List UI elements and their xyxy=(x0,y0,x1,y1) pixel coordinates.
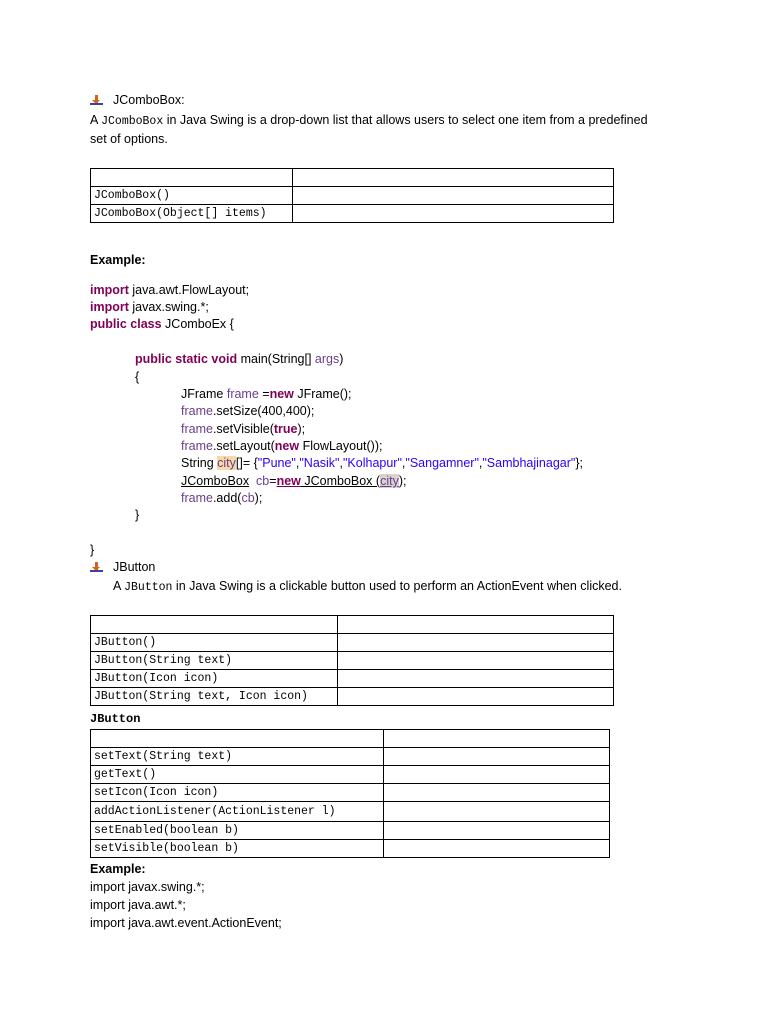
jcombobox-heading xyxy=(90,93,185,107)
table-cell xyxy=(384,822,610,840)
code-line xyxy=(90,316,234,334)
code-variable: cb xyxy=(241,491,255,505)
code-variable: cb xyxy=(256,474,270,488)
table-row xyxy=(91,187,614,205)
code-variable: frame xyxy=(181,439,213,453)
table-cell xyxy=(338,670,614,688)
code-variable-highlight: city xyxy=(217,456,236,470)
code-string: "Pune" xyxy=(257,456,296,470)
intro-text: A xyxy=(90,113,102,127)
code-line xyxy=(181,421,305,439)
code-text: ); xyxy=(254,491,263,505)
jcombobox-intro-line2: set of options. xyxy=(90,132,168,146)
table-row xyxy=(91,670,614,688)
intro-code: JComboBox xyxy=(101,115,164,128)
code-text: , xyxy=(478,456,483,470)
jcombobox-heading-text: JComboBox: xyxy=(113,93,185,107)
code-line: import java.awt.event.ActionEvent; xyxy=(90,916,282,930)
code-text: JComboBox xyxy=(181,474,250,488)
table-row xyxy=(91,169,614,187)
table-cell xyxy=(384,730,610,748)
example-label: Example: xyxy=(90,253,146,267)
example-label: Example: xyxy=(90,862,146,876)
code-text: .setSize(400,400); xyxy=(212,404,315,418)
table-cell xyxy=(384,840,610,858)
table-row xyxy=(91,688,614,706)
code-keyword: new xyxy=(274,439,300,453)
code-line: { xyxy=(135,370,140,384)
jbutton-intro xyxy=(113,579,622,594)
table-cell xyxy=(91,730,384,748)
code-text: String xyxy=(181,456,218,470)
code-text: = xyxy=(258,387,270,401)
bullet-arrow-icon xyxy=(90,561,103,574)
jcombobox-intro-line1 xyxy=(90,113,648,128)
code-text: JFrame xyxy=(181,387,227,401)
code-text: }; xyxy=(575,456,583,470)
table-row xyxy=(91,802,610,822)
jcombobox-constructors-table xyxy=(90,168,614,223)
code-text: javax.swing.*; xyxy=(128,300,209,314)
table-cell: JButton() xyxy=(91,634,338,652)
code-text: ); xyxy=(297,422,306,436)
table-cell xyxy=(384,766,610,784)
code-variable-highlight: city xyxy=(380,474,399,488)
code-text: .setLayout( xyxy=(212,439,275,453)
code-line xyxy=(135,351,343,369)
table-cell: JButton(String text) xyxy=(91,652,338,670)
code-string: "Nasik" xyxy=(299,456,340,470)
table-cell xyxy=(384,784,610,802)
table-cell xyxy=(91,616,338,634)
code-line xyxy=(90,299,209,317)
code-line: } xyxy=(135,508,140,522)
code-text: JComboBox ( xyxy=(300,474,381,488)
table-cell xyxy=(338,688,614,706)
table-cell: addActionListener(ActionListener l) xyxy=(91,802,384,822)
code-text: , xyxy=(295,456,300,470)
code-keyword: public xyxy=(90,317,127,331)
code-keyword: public static void xyxy=(135,352,238,366)
table-cell: JButton(String text, Icon icon) xyxy=(91,688,338,706)
table-row xyxy=(91,748,610,766)
code-text: []= { xyxy=(235,456,258,470)
table-cell xyxy=(384,748,610,766)
intro-text: A xyxy=(113,579,125,593)
table-cell: setText(String text) xyxy=(91,748,384,766)
table-cell xyxy=(91,169,293,187)
table-cell: JComboBox() xyxy=(91,187,293,205)
code-text: main(String[] xyxy=(237,352,315,366)
code-keyword: new xyxy=(269,387,294,401)
code-line xyxy=(181,455,583,473)
code-keyword: class xyxy=(130,317,162,331)
intro-code: JButton xyxy=(124,581,173,594)
code-text: JComboEx { xyxy=(161,317,234,331)
code-string: "Sambhajinagar" xyxy=(482,456,576,470)
code-line xyxy=(181,386,352,404)
code-variable: frame xyxy=(181,491,213,505)
code-text: .add( xyxy=(212,491,242,505)
code-line xyxy=(181,438,382,456)
code-text: FlowLayout()); xyxy=(299,439,383,453)
code-variable: frame xyxy=(226,387,259,401)
code-line xyxy=(181,473,406,491)
code-line: } xyxy=(90,543,95,557)
table-row xyxy=(91,652,614,670)
table-row xyxy=(91,730,610,748)
code-text: , xyxy=(339,456,343,470)
code-line xyxy=(90,282,249,300)
code-string: "Kolhapur" xyxy=(342,456,402,470)
code-text: java.awt.FlowLayout; xyxy=(128,283,250,297)
code-variable: frame xyxy=(181,422,213,436)
table-cell: JComboBox(Object[] items) xyxy=(91,205,293,223)
jbutton-heading-text: JButton xyxy=(113,560,156,574)
code-keyword: true xyxy=(273,422,298,436)
jbutton-heading xyxy=(90,560,155,574)
jbutton-methods-heading: JButton xyxy=(90,712,141,726)
table-row xyxy=(91,634,614,652)
table-cell xyxy=(293,205,614,223)
table-row xyxy=(91,840,610,858)
table-cell: getText() xyxy=(91,766,384,784)
code-line: import javax.swing.*; xyxy=(90,880,205,894)
table-cell xyxy=(338,652,614,670)
jbutton-methods-table xyxy=(90,729,610,858)
jbutton-constructors-table xyxy=(90,615,614,706)
code-keyword: import xyxy=(90,300,129,314)
table-cell xyxy=(384,802,610,822)
table-cell: JButton(Icon icon) xyxy=(91,670,338,688)
code-line xyxy=(181,403,314,421)
code-text: ) xyxy=(339,352,344,366)
table-cell: setIcon(Icon icon) xyxy=(91,784,384,802)
table-row xyxy=(91,784,610,802)
table-cell xyxy=(293,169,614,187)
code-string: "Sangamner" xyxy=(405,456,479,470)
code-variable: frame xyxy=(181,404,213,418)
code-text: .setVisible( xyxy=(212,422,274,436)
table-row xyxy=(91,822,610,840)
code-line xyxy=(181,490,262,508)
table-cell: setVisible(boolean b) xyxy=(91,840,384,858)
bullet-arrow-icon xyxy=(90,94,103,107)
table-cell xyxy=(338,634,614,652)
code-line: import java.awt.*; xyxy=(90,898,186,912)
table-cell: setEnabled(boolean b) xyxy=(91,822,384,840)
table-cell xyxy=(338,616,614,634)
code-text: JFrame(); xyxy=(293,387,352,401)
table-row xyxy=(91,616,614,634)
code-text: ); xyxy=(398,474,407,488)
code-text: , xyxy=(401,456,406,470)
intro-text: in Java Swing is a drop-down list that allows users to select one item from a predefined xyxy=(163,113,648,127)
table-row xyxy=(91,205,614,223)
table-row xyxy=(91,766,610,784)
code-text: = xyxy=(269,474,277,488)
code-variable: args xyxy=(314,352,340,366)
code-keyword: new xyxy=(276,474,301,488)
table-cell xyxy=(293,187,614,205)
code-keyword: import xyxy=(90,283,129,297)
intro-text: in Java Swing is a clickable button used to perform an ActionEvent when clicked. xyxy=(172,579,622,593)
